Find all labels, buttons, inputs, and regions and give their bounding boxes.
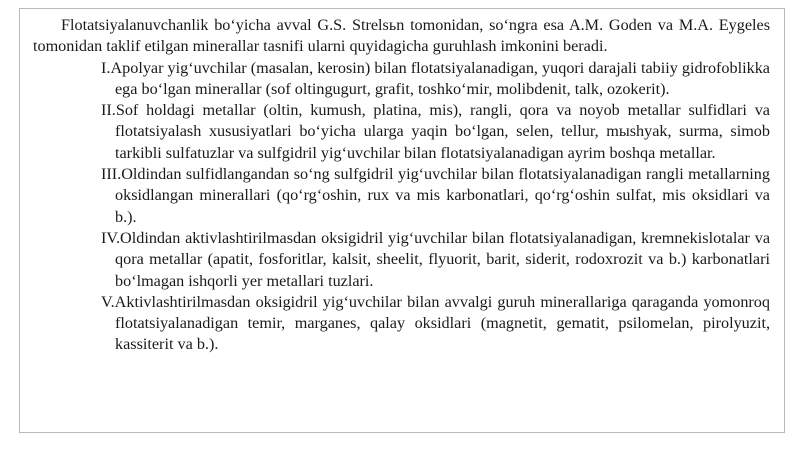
mineral-groups-list xyxy=(33,58,770,356)
list-item-text: Apolyar yig‘uvchilar (masalan, kerosin) bilan flotatsiyalanadigan, yuqori darajali tabiiy gidrofoblikka ega bo‘lgan minerallar (sof oltingugurt, grafit, toshko‘mir, molibdenit, talk, ozokerit). xyxy=(110,58,770,98)
list-item-number: I. xyxy=(101,58,111,77)
document-page xyxy=(19,8,785,433)
list-item-text: Oldindan aktivlashtirilmasdan oksigidril yig‘uvchilar bilan flotatsiyalanadigan, kremnekislotalar va qora metallar (apatit, fosforitlar, kalsit, sheelit, flyuorit, barit, siderit, rodoxrozit va b.) karbonatlari bo‘lmagan ishqorli yer metallari tuzlari. xyxy=(115,228,770,290)
list-item-group-2 xyxy=(33,100,770,164)
list-item-number: IV. xyxy=(101,228,121,247)
list-item-text: Sof holdagi metallar (oltin, kumush, platina, mis), rangli, qora va noyob metallar sulfidlari va flotatsiyalash xususiyatlari bo‘yicha ularga yaqin bo‘lgan, selen, tellur, mыshyak, surma, simob tarkibli sulfatuzlar va sulfgidril yig‘uvchilar bilan flotatsiyalanadigan ayrim boshqa metallar. xyxy=(115,101,770,162)
list-item-group-1 xyxy=(33,58,770,101)
list-item-number: III. xyxy=(101,165,122,184)
list-item-number: II. xyxy=(101,101,116,120)
intro-paragraph: Flotatsiyalanuvchanlik bo‘yicha avval G.S. Strelsьn tomonidan, so‘ngra esa A.M. Goden va M.A. Eygeles tomonidan taklif etilgan minerallar tasnifi ularni quyidagicha guruhlash imkonini beradi. xyxy=(33,16,770,56)
list-item-number: V. xyxy=(101,292,115,311)
list-item-group-4 xyxy=(33,228,770,292)
list-item-group-3 xyxy=(33,164,770,228)
list-item-text: Oldindan sulfidlangandan so‘ng sulfgidril yig‘uvchilar bilan flotatsiyalanadigan rangli metallarning oksidlangan minerallari (qo‘rg‘oshin, rux va mis karbonatlari, qo‘rg‘oshin sulfat, mis oksidlari va b.). xyxy=(115,165,770,226)
list-item-group-5 xyxy=(33,292,770,356)
list-item-text: Aktivlashtirilmasdan oksigidril yig‘uvchilar bilan avvalgi guruh minerallariga qaraganda yomonroq flotatsiyalanadigan temir, marganes, qalay oksidlari (magnetit, gematit, psilomelan, pirolyuzit, kassiterit va b.). xyxy=(114,292,770,354)
